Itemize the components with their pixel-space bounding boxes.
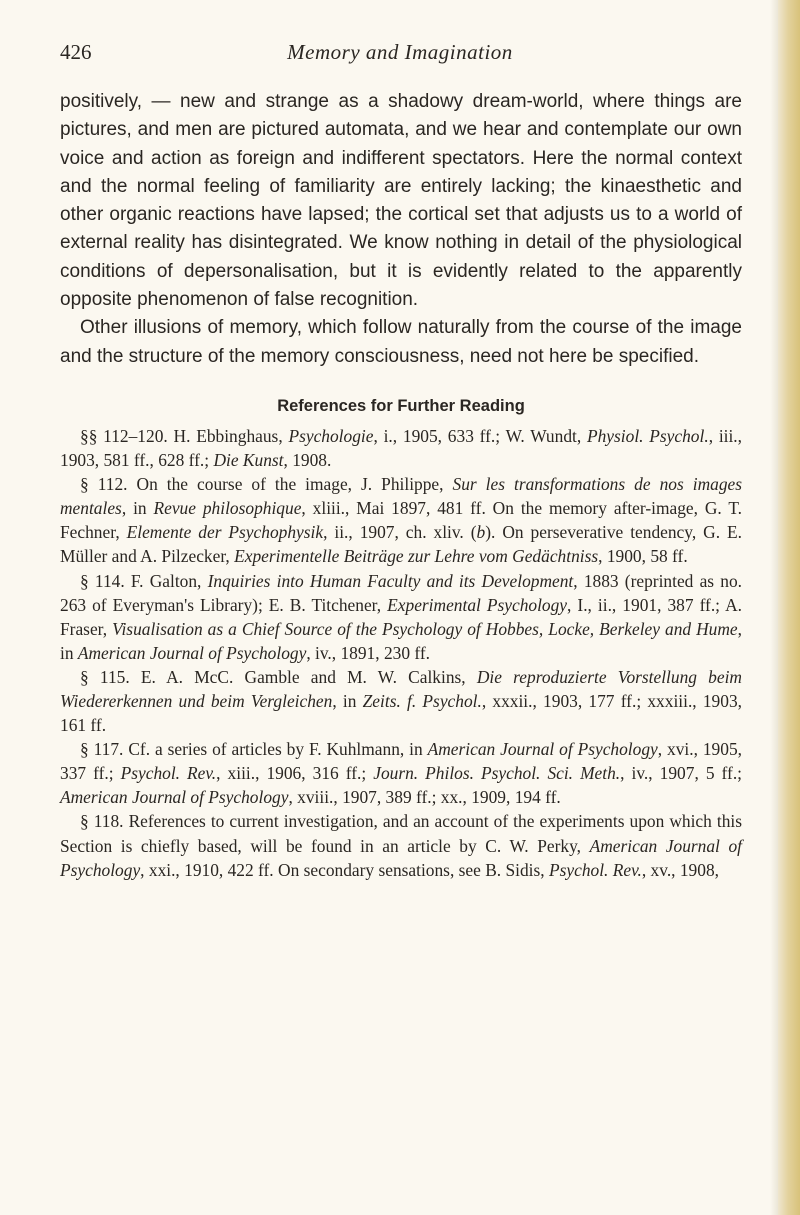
reference-text: , in xyxy=(332,691,363,711)
references-heading: References for Further Reading xyxy=(277,396,525,415)
reference-text: , xiii., 1906, 316 ff.; xyxy=(216,763,374,784)
reference-text: , iii., 1903, 581 ff., 628 ff.; xyxy=(60,425,743,471)
reference-title: Elemente der Psychophysik xyxy=(126,522,324,543)
reference-title: Journ. Philos. Psychol. Sci. Meth. xyxy=(373,763,621,784)
reference-title: Experimental Psychology xyxy=(387,594,568,615)
reference-text: § 118. References to current investigation, and an account of the experiments upon which this Section is chiefly based, will be found in an article by C. W. Perky, xyxy=(60,811,742,856)
body-text xyxy=(60,88,742,371)
reference-text: , xxxii., 1903, 177 ff.; xxxiii., 1903, 161 ff. xyxy=(60,691,742,736)
reference-title: Zeits. f. Psychol. xyxy=(362,691,482,711)
page-header xyxy=(60,40,740,70)
reference-text: , I., ii., 1901, 387 ff.; A. Fraser, xyxy=(60,594,742,639)
reference-text: , iv., 1907, 5 ff.; xyxy=(620,763,742,784)
reference-entry xyxy=(60,809,742,881)
reference-title: Psychol. Rev. xyxy=(548,859,642,880)
reference-text: , ii., 1907, ch. xliv. ( xyxy=(323,522,477,543)
page-content xyxy=(60,88,742,882)
reference-title: Inquiries into Human Faculty and its Development xyxy=(207,570,574,591)
reference-title: Die Kunst xyxy=(213,450,284,471)
reference-text: § 115. E. A. McC. Gamble and M. W. Calkins, xyxy=(80,666,477,687)
reference-text: , xliii., Mai 1897, 481 ff. On the memory after-image, G. T. Fechner, xyxy=(60,498,743,543)
reference-title: American Journal of Psychology xyxy=(60,787,289,808)
reference-title: Visualisation as a Chief Source of the Psychology of Hobbes, Locke, Berkeley and Hume xyxy=(112,618,738,639)
reference-text: , 1908. xyxy=(283,450,332,471)
page-edge xyxy=(778,0,800,1215)
reference-title: American Journal of Psychology xyxy=(77,642,307,663)
reference-title: Psychologie xyxy=(288,425,374,446)
reference-title: Sur les transformations de nos images mentales xyxy=(60,474,743,519)
paragraph: positively, — new and strange as a shadowy dream-world, where things are pictures, and men are pictured automata, and we hear and contemplate our own voice and action as foreign and indifferent spectators. Here the normal context and the normal feeling of familiarity are entirely lacking; the kinaesthetic and other organic reactions have lapsed; the cortical set that adjusts us to a world of external reality has disintegrated. We know nothing in detail of the physiological conditions of depersonalisation, but it is evidently related to the apparently opposite phenomenon of false recognition. xyxy=(60,91,742,311)
reference-text: , i., 1905, 633 ff.; W. Wundt, xyxy=(373,425,587,446)
reference-text: , iv., 1891, 230 ff. xyxy=(306,642,430,663)
reference-text: , 1900, 58 ff. xyxy=(598,546,688,567)
page-edge-shadow xyxy=(770,0,778,1215)
reference-text: , xv., 1908, xyxy=(641,859,719,880)
reference-text: § 117. Cf. a series of articles by F. Kuhlmann, in xyxy=(80,739,428,760)
reference-text: ). On perseverative tendency, G. E. Müller and A. Pilzecker, xyxy=(60,522,742,567)
reference-title: Revue philosophique xyxy=(153,498,302,519)
reference-text: , xvi., 1905, 337 ff.; xyxy=(60,739,742,784)
reference-text: , in xyxy=(121,498,154,519)
page-number: 426 xyxy=(60,40,92,64)
reference-text: § 112. On the course of the image, J. Philippe, xyxy=(80,474,453,495)
reference-text: , xxi., 1910, 422 ff. On secondary sensations, see B. Sidis, xyxy=(140,859,549,880)
references-list xyxy=(60,424,742,882)
reference-text: , in xyxy=(60,618,742,663)
reference-title: American Journal of Psychology xyxy=(427,739,658,760)
reference-title: Experimentelle Beiträge zur Lehre vom Gedächtniss xyxy=(234,546,599,567)
reference-title: b xyxy=(476,522,486,543)
reference-title: American Journal of Psychology xyxy=(60,835,742,880)
reference-entry xyxy=(60,569,742,665)
reference-entry xyxy=(60,665,742,737)
reference-title: Psychol. Rev. xyxy=(120,763,217,784)
running-title: Memory and Imagination xyxy=(287,40,513,64)
reference-entry xyxy=(60,472,742,568)
paragraph: Other illusions of memory, which follow naturally from the course of the image and the structure of the memory consciousness, need not here be specified. xyxy=(60,317,742,367)
reference-entry xyxy=(60,424,742,472)
reference-text: , xviii., 1907, 389 ff.; xx., 1909, 194 ff. xyxy=(288,787,561,808)
reference-title: Die reproduzierte Vorstellung beim Wiedererkennen und beim Vergleichen xyxy=(60,666,742,711)
reference-title: Physiol. Psychol. xyxy=(586,425,709,446)
reference-text: §§ 112–120. H. Ebbinghaus, xyxy=(80,425,289,446)
reference-text: § 114. F. Galton, xyxy=(80,570,208,591)
reference-entry xyxy=(60,737,742,809)
reference-text: , 1883 (reprinted as no. 263 of Everyman's Library); E. B. Titchener, xyxy=(60,570,742,615)
